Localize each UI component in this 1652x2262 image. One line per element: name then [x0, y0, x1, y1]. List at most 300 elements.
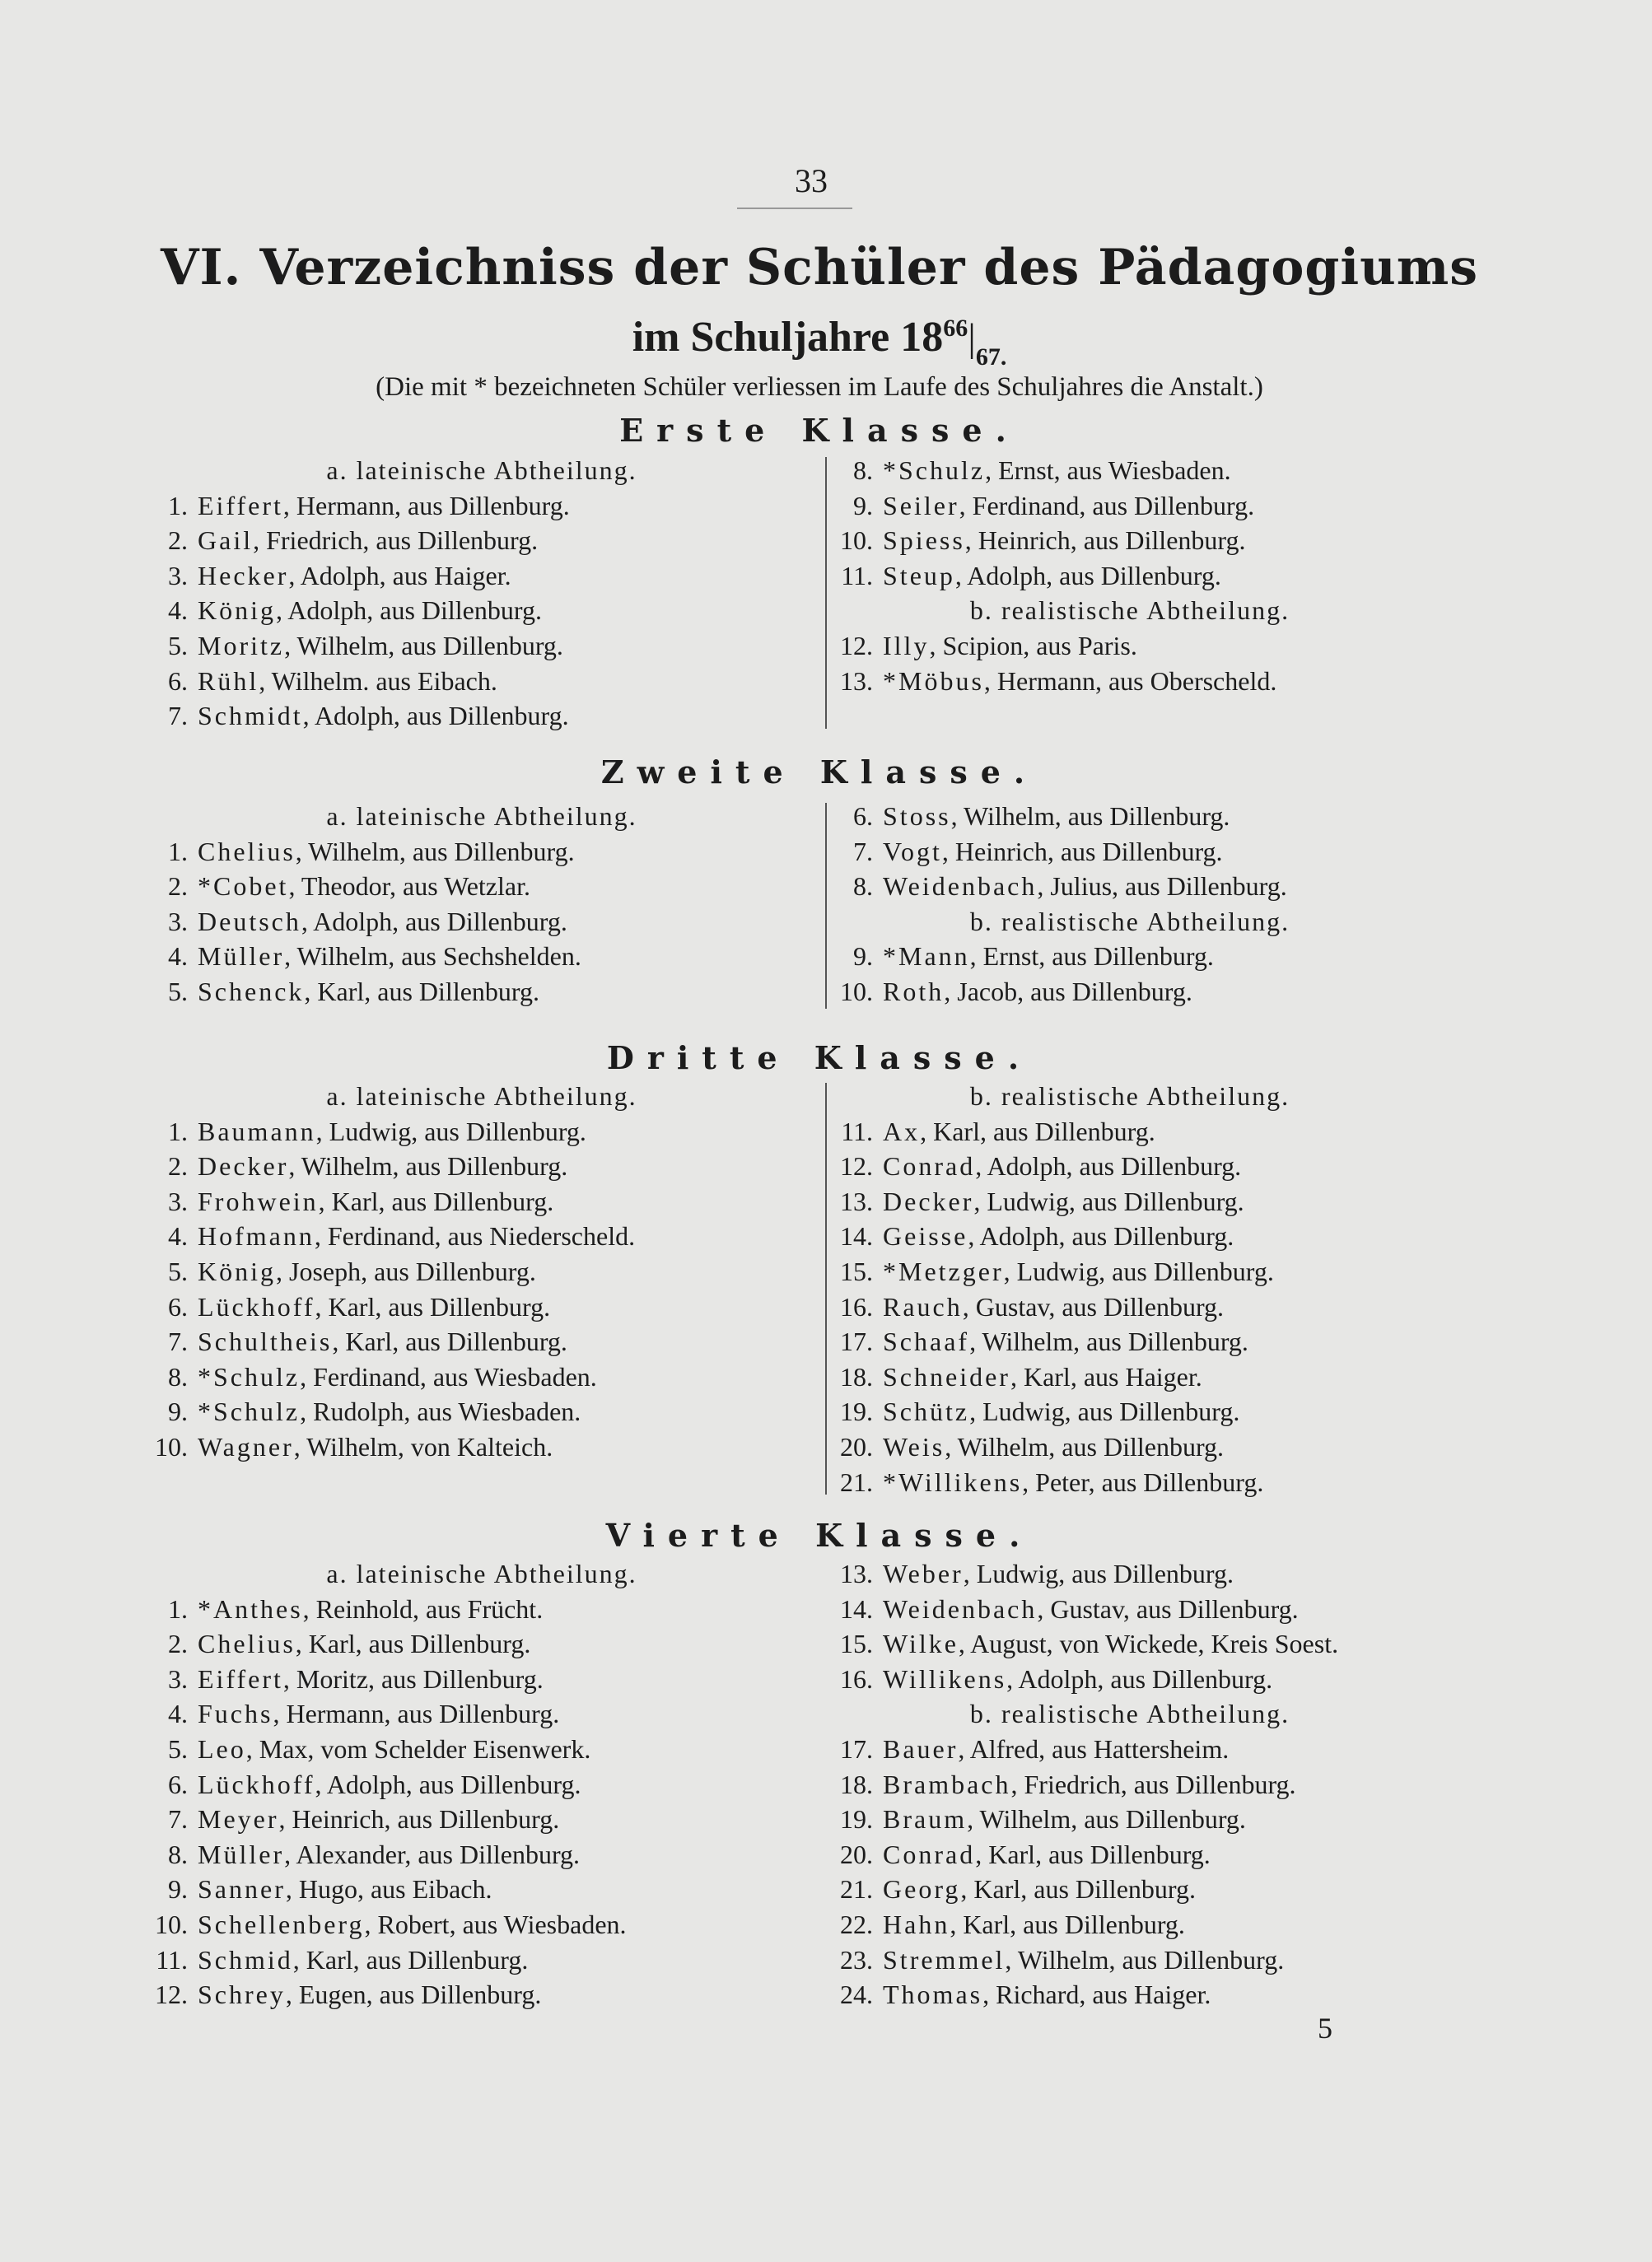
student-details: , Ludwig, aus Dillenburg.: [1003, 1256, 1274, 1286]
student-surname: *Willikens: [883, 1467, 1023, 1497]
student-surname: Weidenbach: [883, 871, 1038, 902]
student-details: , Adolph, aus Dillenburg.: [1006, 1663, 1273, 1694]
entry-number: 15.: [840, 1256, 873, 1286]
entry-number: 6.: [168, 665, 188, 696]
entry-number: 13.: [840, 665, 873, 696]
student-details: , Heinrich, aus Dillenburg.: [941, 836, 1223, 866]
student-entry: [833, 1626, 1426, 1662]
student-surname: Meyer: [198, 1804, 279, 1835]
student-entry: [833, 1977, 1426, 2012]
student-surname: Leo: [198, 1733, 246, 1764]
student-details: , Max, vom Schelder Eisenwerk.: [245, 1733, 591, 1764]
student-details: , Hermann, aus Oberscheld.: [983, 665, 1277, 696]
signature-number: 5: [1318, 2012, 1332, 2045]
abtheilung-subheading: a. lateinische Abtheilung.: [326, 1559, 637, 1588]
student-surname: *Schulz: [198, 1361, 301, 1392]
student-surname: Fuchs: [198, 1699, 273, 1729]
student-entry: [148, 1626, 815, 1662]
klasse-right-column: [833, 1079, 1426, 1499]
student-surname: Hofmann: [198, 1221, 315, 1252]
klasse-heading: Vierte Klasse.: [605, 1517, 1034, 1554]
klasse-left-column: [148, 799, 815, 1010]
entry-number: 3.: [168, 1186, 188, 1216]
student-surname: Georg: [883, 1874, 961, 1905]
student-details: , Jacob, aus Dillenburg.: [944, 976, 1192, 1006]
entry-number: 21.: [840, 1467, 873, 1497]
student-entry: [148, 664, 815, 699]
student-entry: [833, 1802, 1426, 1837]
subtitle-text: im Schuljahre 18: [632, 314, 944, 361]
student-details: , Ludwig, aus Dillenburg.: [973, 1186, 1244, 1216]
student-entry: [148, 974, 815, 1010]
student-details: , Wilhelm, aus Dillenburg.: [288, 1151, 568, 1182]
section-title: VI. Verzeichniss der Schüler des Pädagogiums: [160, 239, 1479, 296]
student-entry: [833, 834, 1426, 870]
student-surname: *Möbus: [883, 665, 984, 696]
student-surname: Frohwein: [198, 1186, 319, 1216]
student-details: , Ludwig, aus Dillenburg.: [963, 1559, 1234, 1588]
student-details: , Wilhelm, aus Sechshelden.: [284, 941, 581, 972]
entry-number: 8.: [168, 1839, 188, 1869]
student-entry: [833, 974, 1426, 1010]
abtheilung-subheading: b. realistische Abtheilung.: [969, 1699, 1290, 1729]
student-entry: [148, 558, 815, 594]
student-surname: Müller: [198, 941, 285, 972]
entry-number: 4.: [168, 941, 188, 972]
entry-number: 8.: [168, 1361, 188, 1392]
student-details: , Wilhelm, aus Dillenburg.: [1005, 1944, 1285, 1975]
student-details: , Karl, aus Dillenburg.: [292, 1944, 529, 1975]
student-surname: König: [198, 1256, 276, 1286]
entry-number: 12.: [155, 1980, 188, 2010]
entry-number: 10.: [840, 525, 873, 556]
student-details: , Alfred, aus Hattersheim.: [958, 1733, 1230, 1764]
student-entry: [833, 453, 1426, 488]
student-surname: Geisse: [883, 1221, 968, 1252]
student-details: , Hermann, aus Dillenburg.: [273, 1699, 560, 1729]
student-entry: [833, 628, 1426, 664]
student-entry: [833, 1290, 1426, 1325]
student-details: , August, von Wickede, Kreis Soest.: [958, 1629, 1339, 1659]
student-details: , Ernst, aus Dillenburg.: [969, 941, 1214, 972]
student-surname: Schultheis: [198, 1327, 333, 1357]
klasse-left-column: [148, 453, 815, 734]
student-details: , Karl, aus Dillenburg.: [975, 1839, 1211, 1869]
entry-number: 22.: [840, 1909, 873, 1939]
student-details: , Adolph, aus Dillenburg.: [302, 701, 569, 731]
entry-number: 1.: [168, 836, 188, 866]
student-entry: [833, 488, 1426, 524]
student-details: , Eugen, aus Dillenburg.: [285, 1980, 542, 2010]
student-entry: [833, 1943, 1426, 1978]
student-entry: [148, 1254, 815, 1290]
student-entry: [833, 1907, 1426, 1943]
student-entry: [148, 1907, 815, 1943]
student-details: , Adolph, aus Dillenburg.: [968, 1221, 1234, 1252]
entry-number: 18.: [840, 1361, 873, 1392]
student-details: , Adolph, aus Haiger.: [288, 560, 511, 590]
student-surname: Brambach: [883, 1769, 1011, 1799]
student-entry: [148, 939, 815, 974]
student-details: , Ferdinand, aus Dillenburg.: [959, 490, 1255, 520]
student-surname: Schneider: [883, 1361, 1010, 1392]
student-surname: Stoss: [883, 801, 951, 831]
student-entry: [148, 1360, 815, 1395]
student-surname: Ax: [883, 1116, 921, 1146]
entry-number: 15.: [840, 1629, 873, 1659]
student-details: , Karl, aus Dillenburg.: [332, 1327, 567, 1357]
student-details: , Ludwig, aus Dillenburg.: [969, 1397, 1240, 1427]
student-surname: Chelius: [198, 836, 296, 866]
student-surname: Eiffert: [198, 1663, 283, 1694]
student-entry: [833, 1837, 1426, 1873]
student-entry: [833, 939, 1426, 974]
entry-number: 3.: [168, 906, 188, 936]
student-surname: *Mann: [883, 941, 970, 972]
page-number-rule: [737, 208, 852, 209]
entry-number: 4.: [168, 595, 188, 626]
student-details: , Reinhold, aus Frücht.: [302, 1593, 544, 1624]
entry-number: 1.: [168, 490, 188, 520]
student-surname: König: [198, 595, 276, 626]
student-entry: [148, 1732, 815, 1767]
klasse-right-column: [833, 1556, 1426, 2012]
student-details: , Wilhelm, aus Dillenburg.: [967, 1804, 1246, 1835]
abtheilung-subheading: b. realistische Abtheilung.: [969, 1081, 1290, 1111]
student-details: , Wilhelm. aus Eibach.: [259, 665, 497, 696]
entry-number: 17.: [840, 1733, 873, 1764]
student-entry: [148, 834, 815, 870]
student-entry: [148, 628, 815, 664]
student-surname: Stremmel: [883, 1944, 1006, 1975]
entry-number: 12.: [840, 1151, 873, 1182]
student-entry: [833, 1429, 1426, 1465]
student-details: , Wilhelm, aus Dillenburg.: [969, 1327, 1248, 1357]
student-entry: [148, 1767, 815, 1803]
student-details: , Karl, aus Dillenburg.: [304, 976, 539, 1006]
student-details: , Karl, aus Dillenburg.: [318, 1186, 554, 1216]
student-entry: [148, 1219, 815, 1254]
student-entry: [148, 1324, 815, 1360]
note-line: (Die mit * bezeichneten Schüler verliessen im Laufe des Schuljahres die Anstalt.): [376, 372, 1263, 402]
entry-number: 4.: [168, 1699, 188, 1729]
student-details: , Karl, aus Dillenburg.: [920, 1116, 1155, 1146]
student-entry: [833, 1465, 1426, 1500]
column-divider: [825, 1083, 827, 1495]
student-entry: [148, 1662, 815, 1697]
student-details: , Heinrich, aus Dillenburg.: [278, 1804, 560, 1835]
student-entry: [148, 1977, 815, 2012]
entry-number: 3.: [168, 560, 188, 590]
entry-number: 13.: [840, 1186, 873, 1216]
student-details: , Richard, aus Haiger.: [982, 1980, 1211, 2010]
student-surname: Schaaf: [883, 1327, 970, 1357]
student-entry: [148, 1114, 815, 1150]
student-surname: Deutsch: [198, 906, 301, 936]
entry-number: 7.: [168, 1804, 188, 1835]
student-surname: Illy: [883, 630, 930, 660]
klasse-heading: Erste Klasse.: [619, 412, 1020, 449]
klasse-left-column: [148, 1079, 815, 1465]
student-entry: [833, 1556, 1426, 1592]
subtitle-year-sub: 67.: [975, 343, 1007, 371]
entry-number: 1.: [168, 1116, 188, 1146]
entry-number: 9.: [853, 490, 873, 520]
entry-number: 10.: [840, 976, 873, 1006]
entry-number: 1.: [168, 1593, 188, 1624]
student-entry: [833, 1732, 1426, 1767]
student-surname: Eiffert: [198, 490, 283, 520]
entry-number: 9.: [853, 941, 873, 972]
student-details: , Ernst, aus Wiesbaden.: [985, 455, 1231, 485]
student-details: , Joseph, aus Dillenburg.: [276, 1256, 536, 1286]
student-details: , Wilhelm, aus Dillenburg.: [295, 836, 575, 866]
student-details: , Friedrich, aus Dillenburg.: [1010, 1769, 1296, 1799]
entry-number: 20.: [840, 1839, 873, 1869]
student-surname: Wilke: [883, 1629, 959, 1659]
entry-number: 5.: [168, 1733, 188, 1764]
entry-number: 8.: [853, 455, 873, 485]
student-surname: Schellenberg: [198, 1909, 365, 1939]
student-surname: Schrey: [198, 1980, 286, 2010]
student-surname: Conrad: [883, 1151, 976, 1182]
student-surname: Seiler: [883, 490, 959, 520]
entry-number: 11.: [841, 560, 873, 590]
student-surname: Wagner: [198, 1431, 294, 1462]
student-surname: Steup: [883, 560, 955, 590]
student-entry: [833, 558, 1426, 594]
subtitle-year-bar: |: [968, 316, 976, 360]
student-surname: *Schulz: [883, 455, 986, 485]
entry-number: 12.: [840, 630, 873, 660]
student-entry: [148, 1696, 815, 1732]
student-entry: [833, 1767, 1426, 1803]
klasse-right-column: [833, 799, 1426, 1010]
student-surname: Vogt: [883, 836, 942, 866]
student-surname: Thomas: [883, 1980, 983, 2010]
student-entry: [148, 904, 815, 940]
entry-number: 7.: [853, 836, 873, 866]
entry-number: 16.: [840, 1291, 873, 1322]
student-surname: Braum: [883, 1804, 968, 1835]
student-details: , Peter, aus Dillenburg.: [1022, 1467, 1264, 1497]
student-details: , Adolph, aus Dillenburg.: [975, 1151, 1242, 1182]
student-entry: [833, 1114, 1426, 1150]
klasse-heading: Dritte Klasse.: [606, 1039, 1033, 1076]
entry-number: 11.: [841, 1116, 873, 1146]
student-details: , Ferdinand, aus Niederscheld.: [314, 1221, 636, 1252]
student-entry: [833, 1184, 1426, 1220]
entry-number: 19.: [840, 1397, 873, 1427]
student-surname: Bauer: [883, 1733, 959, 1764]
student-details: , Karl, aus Dillenburg.: [950, 1909, 1185, 1939]
student-entry: [833, 1592, 1426, 1627]
entry-number: 6.: [168, 1769, 188, 1799]
abtheilung-subheading: a. lateinische Abtheilung.: [326, 801, 637, 831]
student-surname: *Anthes: [198, 1593, 303, 1624]
entry-number: 11.: [156, 1944, 188, 1975]
student-surname: Schmid: [198, 1944, 293, 1975]
student-entry: [833, 1219, 1426, 1254]
entry-number: 14.: [840, 1593, 873, 1624]
student-surname: Schenck: [198, 976, 305, 1006]
klasse-heading: Zweite Klasse.: [600, 753, 1038, 791]
student-surname: Weber: [883, 1559, 964, 1588]
student-surname: Decker: [198, 1151, 289, 1182]
student-entry: [148, 1394, 815, 1429]
student-entry: [148, 1872, 815, 1907]
student-entry: [148, 1149, 815, 1184]
student-entry: [148, 593, 815, 628]
student-details: , Adolph, aus Dillenburg.: [276, 595, 542, 626]
student-details: , Karl, aus Dillenburg.: [295, 1629, 531, 1659]
student-surname: Moritz: [198, 630, 285, 660]
student-surname: Weidenbach: [883, 1593, 1038, 1624]
student-details: , Adolph, aus Dillenburg.: [315, 1769, 581, 1799]
entry-number: 9.: [168, 1874, 188, 1905]
student-details: , Hermann, aus Dillenburg.: [282, 490, 570, 520]
student-details: , Karl, aus Dillenburg.: [315, 1291, 551, 1322]
student-entry: [148, 1592, 815, 1627]
student-surname: Sanner: [198, 1874, 286, 1905]
student-entry: [833, 1872, 1426, 1907]
student-entry: [148, 1837, 815, 1873]
student-details: , Alexander, aus Dillenburg.: [284, 1839, 581, 1869]
student-surname: Baumann: [198, 1116, 316, 1146]
student-entry: [833, 1360, 1426, 1395]
student-surname: Müller: [198, 1839, 285, 1869]
student-surname: Lückhoff: [198, 1291, 315, 1322]
student-surname: Schmidt: [198, 701, 303, 731]
student-surname: Hahn: [883, 1909, 950, 1939]
student-entry: [148, 1802, 815, 1837]
student-surname: Decker: [883, 1186, 974, 1216]
student-details: , Ferdinand, aus Wiesbaden.: [300, 1361, 597, 1392]
student-entry: [833, 1394, 1426, 1429]
student-surname: *Metzger: [883, 1256, 1004, 1286]
entry-number: 9.: [168, 1397, 188, 1427]
student-surname: Conrad: [883, 1839, 976, 1869]
student-details: , Moritz, aus Dillenburg.: [282, 1663, 544, 1694]
entry-number: 5.: [168, 630, 188, 660]
student-surname: Gail: [198, 525, 254, 556]
abtheilung-subheading: a. lateinische Abtheilung.: [326, 455, 637, 485]
student-surname: Schütz: [883, 1397, 970, 1427]
entry-number: 2.: [168, 871, 188, 902]
entry-number: 2.: [168, 1151, 188, 1182]
entry-number: 16.: [840, 1663, 873, 1694]
entry-number: 10.: [155, 1909, 188, 1939]
student-surname: Lückhoff: [198, 1769, 315, 1799]
student-entry: [833, 523, 1426, 558]
entry-number: 5.: [168, 976, 188, 1006]
student-details: , Gustav, aus Dillenburg.: [962, 1291, 1225, 1322]
student-entry: [148, 488, 815, 524]
entry-number: 19.: [840, 1804, 873, 1835]
student-surname: *Cobet: [198, 871, 289, 902]
student-details: , Adolph, aus Dillenburg.: [301, 906, 567, 936]
student-surname: Chelius: [198, 1629, 296, 1659]
student-details: , Wilhelm, aus Dillenburg.: [945, 1431, 1225, 1462]
student-entry: [148, 1429, 815, 1465]
student-details: , Scipion, aus Paris.: [929, 630, 1137, 660]
student-details: , Karl, aus Haiger.: [1010, 1361, 1202, 1392]
entry-number: 7.: [168, 701, 188, 731]
entry-number: 18.: [840, 1769, 873, 1799]
klasse-left-column: [148, 1556, 815, 2012]
student-entry: [833, 1149, 1426, 1184]
student-surname: Rauch: [883, 1291, 963, 1322]
entry-number: 23.: [840, 1944, 873, 1975]
student-entry: [148, 1184, 815, 1220]
entry-number: 14.: [840, 1221, 873, 1252]
entry-number: 2.: [168, 1629, 188, 1659]
entry-number: 10.: [155, 1431, 188, 1462]
entry-number: 13.: [840, 1559, 873, 1588]
student-entry: [148, 1290, 815, 1325]
entry-number: 4.: [168, 1221, 188, 1252]
entry-number: 2.: [168, 525, 188, 556]
student-details: , Wilhelm, von Kalteich.: [293, 1431, 553, 1462]
entry-number: 7.: [168, 1327, 188, 1357]
student-surname: Roth: [883, 976, 945, 1006]
student-surname: Rühl: [198, 665, 259, 696]
student-entry: [833, 869, 1426, 904]
student-details: , Karl, aus Dillenburg.: [960, 1874, 1196, 1905]
student-entry: [833, 799, 1426, 834]
student-entry: [833, 1324, 1426, 1360]
student-surname: *Schulz: [198, 1397, 301, 1427]
entry-number: 8.: [853, 871, 873, 902]
student-entry: [148, 698, 815, 734]
subtitle-year-sup: 66: [943, 315, 968, 342]
student-details: , Julius, aus Dillenburg.: [1037, 871, 1287, 902]
entry-number: 20.: [840, 1431, 873, 1462]
student-entry: [833, 664, 1426, 699]
student-details: , Adolph, aus Dillenburg.: [954, 560, 1221, 590]
entry-number: 6.: [853, 801, 873, 831]
student-surname: Weis: [883, 1431, 945, 1462]
student-details: , Rudolph, aus Wiesbaden.: [300, 1397, 581, 1427]
student-details: , Friedrich, aus Dillenburg.: [253, 525, 539, 556]
entry-number: 5.: [168, 1256, 188, 1286]
student-details: , Ludwig, aus Dillenburg.: [315, 1116, 586, 1146]
student-entry: [148, 523, 815, 558]
student-details: , Theodor, aus Wetzlar.: [288, 871, 530, 902]
student-entry: [833, 1254, 1426, 1290]
abtheilung-subheading: a. lateinische Abtheilung.: [326, 1081, 637, 1111]
entry-number: 21.: [840, 1874, 873, 1905]
entry-number: 3.: [168, 1663, 188, 1694]
student-details: , Robert, aus Wiesbaden.: [364, 1909, 627, 1939]
abtheilung-subheading: b. realistische Abtheilung.: [969, 595, 1290, 626]
entry-number: 6.: [168, 1291, 188, 1322]
student-entry: [833, 1662, 1426, 1697]
student-surname: Willikens: [883, 1663, 1007, 1694]
entry-number: 17.: [840, 1327, 873, 1357]
student-entry: [148, 1943, 815, 1978]
page-number: 33: [795, 162, 828, 199]
student-details: , Heinrich, aus Dillenburg.: [964, 525, 1246, 556]
abtheilung-subheading: b. realistische Abtheilung.: [969, 906, 1290, 936]
student-surname: Spiess: [883, 525, 965, 556]
student-surname: Hecker: [198, 560, 289, 590]
student-details: , Hugo, aus Eibach.: [285, 1874, 492, 1905]
section-subtitle: [0, 313, 1639, 371]
column-divider: [825, 457, 827, 729]
student-details: , Wilhelm, aus Dillenburg.: [284, 630, 563, 660]
klasse-right-column: [833, 453, 1426, 698]
